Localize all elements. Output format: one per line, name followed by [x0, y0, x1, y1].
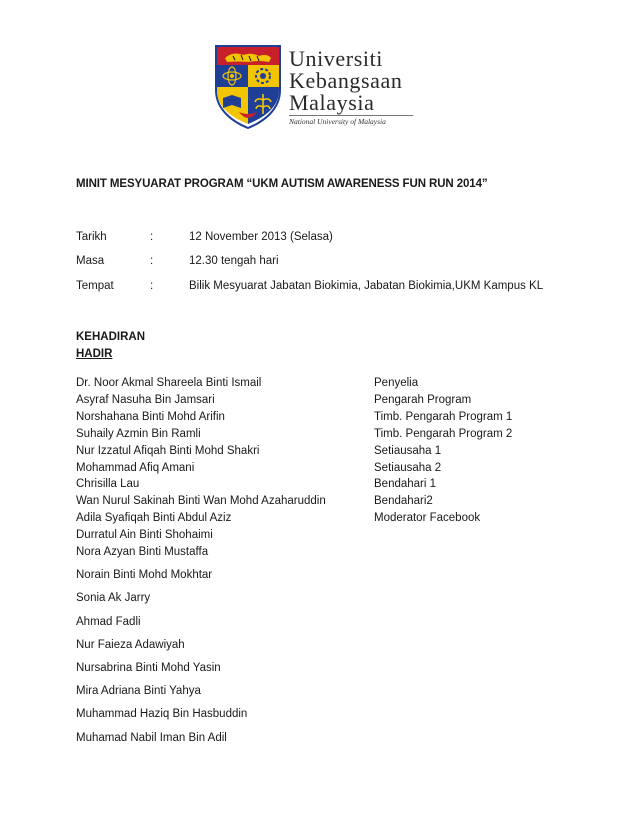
logo-line-2-text: Kebangsaan [289, 68, 403, 93]
attendee-role: Setiausaha 2 [374, 462, 442, 474]
attendee-role: Moderator Facebook [374, 512, 481, 524]
attendee-name: Nur Izzatul Afiqah Binti Mohd Shakri [76, 445, 260, 457]
other-attendee-name: Mira Adriana Binti Yahya [76, 685, 201, 697]
other-attendee-name: Nur Faieza Adawiyah [76, 639, 185, 651]
university-crest-icon [213, 42, 283, 130]
logo-line-3-text: Malaysia [289, 90, 375, 115]
attendee-name: Asyraf Nasuha Bin Jamsari [76, 394, 215, 406]
document-title: MINIT MESYUARAT PROGRAM “UKM AUTISM AWARENESS FUN RUN 2014” [76, 178, 488, 190]
logo-divider [289, 115, 413, 116]
attendee-role: Penyelia [374, 377, 419, 389]
detail-separator: : [150, 231, 154, 243]
attendee-name: Mohammad Afiq Amani [76, 462, 195, 474]
other-attendee-name: Nora Azyan Binti Mustaffa [76, 546, 209, 558]
attendee-name: Adila Syafiqah Binti Abdul Aziz [76, 512, 232, 524]
detail-label: Tarikh [76, 231, 107, 243]
attendee-role: Timb. Pengarah Program 1 [374, 411, 513, 423]
university-logo [213, 42, 423, 132]
detail-value: Bilik Mesyuarat Jabatan Biokimia, Jabatan Biokimia,UKM Kampus KL [189, 280, 544, 292]
other-attendee-name: Nursabrina Binti Mohd Yasin [76, 662, 221, 674]
attendee-role: Setiausaha 1 [374, 445, 442, 457]
other-attendee-name: Muhammad Haziq Bin Hasbuddin [76, 708, 248, 720]
attendee-name: Dr. Noor Akmal Shareela Binti Ismail [76, 377, 262, 389]
attendee-role: Bendahari 1 [374, 478, 437, 490]
attendee-name: Wan Nurul Sakinah Binti Wan Mohd Azaharuddin [76, 495, 326, 507]
other-attendee-name: Norain Binti Mohd Mokhtar [76, 569, 213, 581]
detail-value: 12 November 2013 (Selasa) [189, 231, 333, 243]
detail-value: 12.30 tengah hari [189, 255, 279, 267]
attendee-role: Bendahari2 [374, 495, 433, 507]
detail-separator: : [150, 255, 154, 267]
attendee-role: Timb. Pengarah Program 2 [374, 428, 513, 440]
attendee-name: Norshahana Binti Mohd Arifin [76, 411, 225, 423]
detail-label: Masa [76, 255, 105, 267]
other-attendee-name: Muhamad Nabil Iman Bin Adil [76, 732, 227, 744]
other-attendee-name: Ahmad Fadli [76, 616, 141, 628]
attendee-role: Pengarah Program [374, 394, 472, 406]
detail-label: Tempat [76, 280, 114, 292]
present-heading: HADIR [76, 348, 113, 360]
attendance-heading: KEHADIRAN [76, 331, 145, 343]
logo-line-1-text: Universiti [289, 46, 383, 71]
logo-line-3 [289, 90, 374, 116]
other-attendee-name: Sonia Ak Jarry [76, 592, 151, 604]
attendee-name: Chrisilla Lau [76, 478, 140, 490]
attendee-name: Durratul Ain Binti Shohaimi [76, 529, 213, 541]
detail-separator: : [150, 280, 154, 292]
logo-subtitle: National University of Malaysia [289, 117, 386, 126]
attendee-name: Suhaily Azmin Bin Ramli [76, 428, 201, 440]
